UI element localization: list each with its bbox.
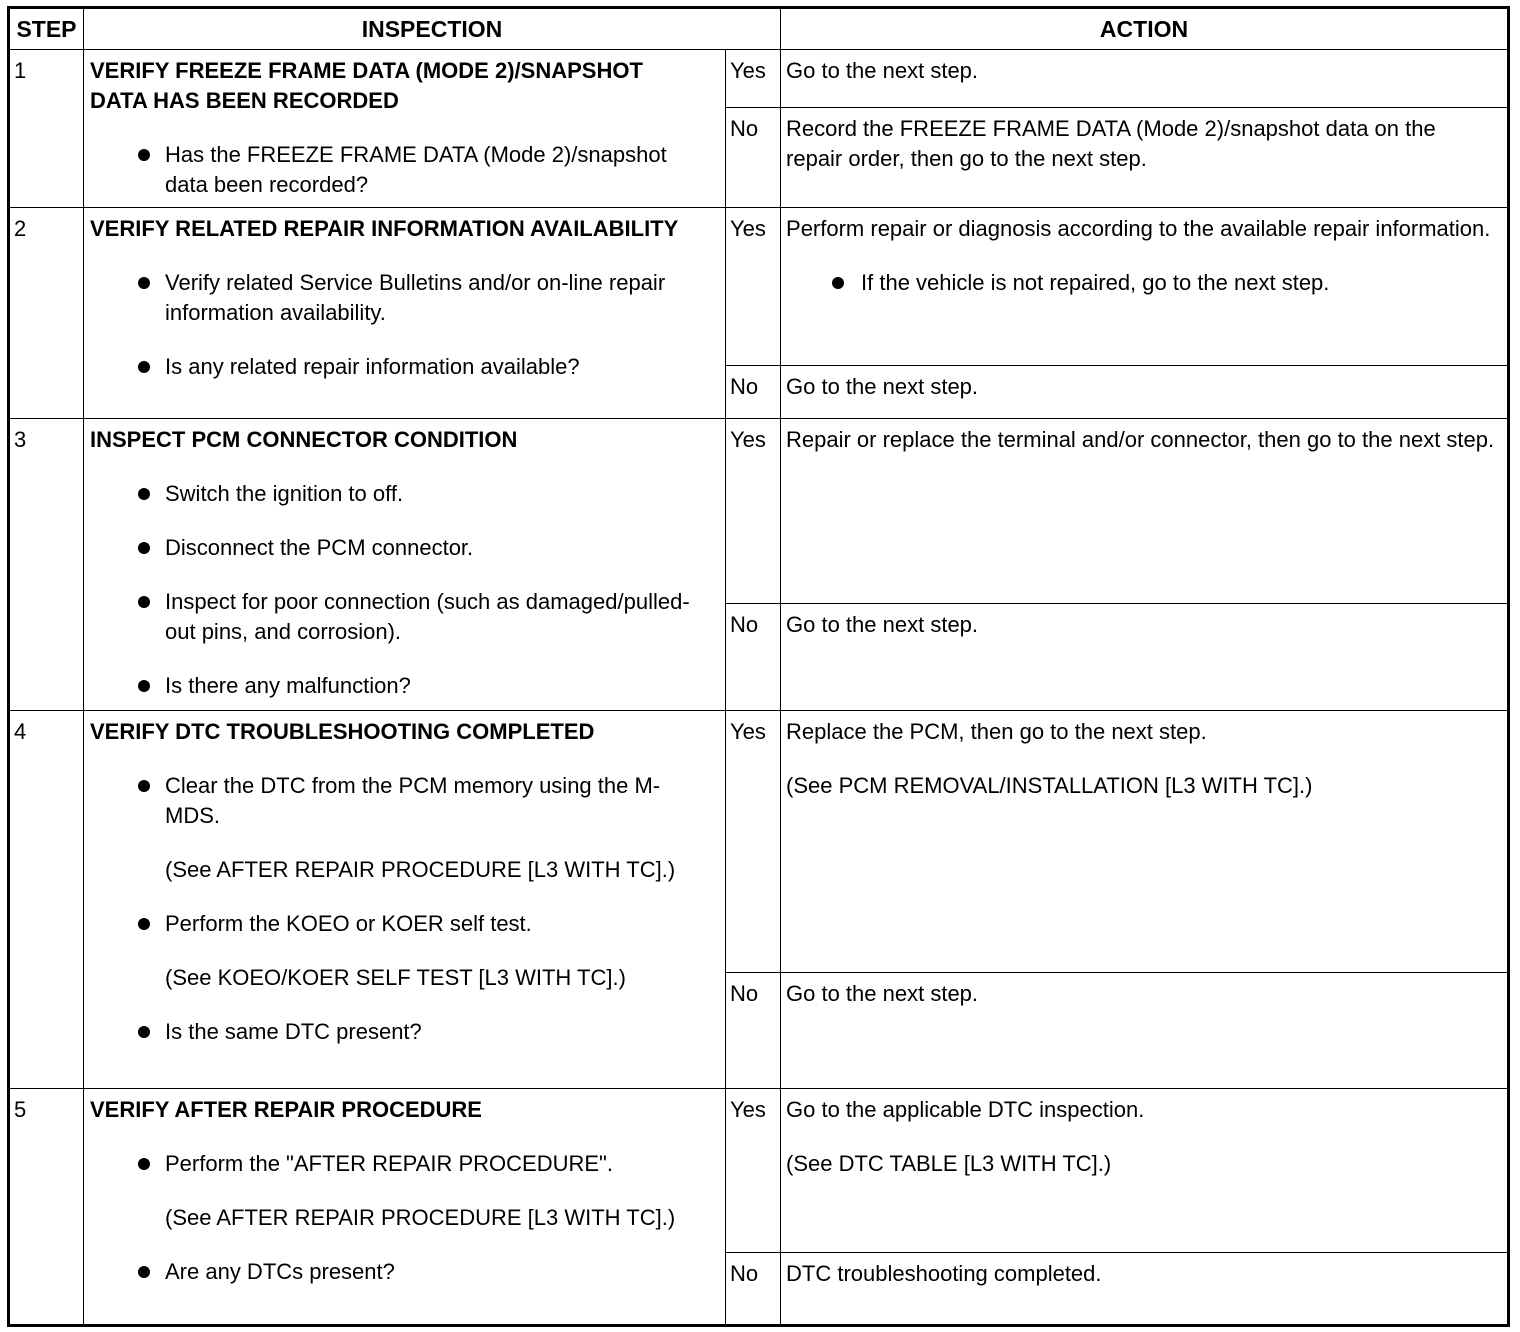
inspection-item: Switch the ignition to off. xyxy=(90,479,695,509)
inspection-reference: (See KOEO/KOER SELF TEST [L3 WITH TC].) xyxy=(165,965,626,990)
step-number: 3 xyxy=(9,419,84,711)
action-text: Replace the PCM, then go to the next step. xyxy=(786,719,1207,744)
inspection-item: Verify related Service Bulletins and/or on-line repair information availability. xyxy=(90,268,695,328)
step-5-inspection xyxy=(84,1089,726,1326)
step-2-inspection xyxy=(84,208,726,419)
no-label: No xyxy=(726,1253,781,1326)
step-4-yes-row xyxy=(9,711,1509,973)
action-text: DTC troubleshooting completed. xyxy=(786,1261,1102,1286)
yes-label: Yes xyxy=(726,711,781,973)
action-reference: (See PCM REMOVAL/INSTALLATION [L3 WITH TC].) xyxy=(786,773,1313,798)
step-3-yes-row xyxy=(9,419,1509,604)
inspection-item: Inspect for poor connection (such as damaged/pulled-out pins, and corrosion). xyxy=(90,587,695,647)
step-number: 4 xyxy=(9,711,84,1089)
table-header-row xyxy=(9,8,1509,50)
yes-label: Yes xyxy=(726,1089,781,1253)
action-text: Go to the applicable DTC inspection. xyxy=(786,1097,1145,1122)
step-4-inspection xyxy=(84,711,726,1089)
step-2-yes-row xyxy=(9,208,1509,366)
step-number: 1 xyxy=(9,50,84,208)
inspection-item: Disconnect the PCM connector. xyxy=(90,533,695,563)
step-3-inspection xyxy=(84,419,726,711)
step-1-inspection xyxy=(84,50,726,208)
step-5-yes-row xyxy=(9,1089,1509,1253)
step-title: VERIFY DTC TROUBLESHOOTING COMPLETED xyxy=(90,719,595,744)
step-1-yes-row xyxy=(9,50,1509,108)
inspection-item: Perform the "AFTER REPAIR PROCEDURE". xyxy=(90,1149,695,1179)
no-label: No xyxy=(726,604,781,711)
yes-action xyxy=(781,711,1509,973)
action-text: Go to the next step. xyxy=(786,58,979,83)
action-text: Go to the next step. xyxy=(786,612,979,637)
inspection-item: Is any related repair information available? xyxy=(90,352,695,382)
action-text: Repair or replace the terminal and/or connector, then go to the next step. xyxy=(786,427,1495,452)
header-inspection: INSPECTION xyxy=(84,8,781,50)
yes-action xyxy=(781,50,1509,108)
action-text: Go to the next step. xyxy=(786,981,979,1006)
inspection-item: Is there any malfunction? xyxy=(90,671,695,701)
no-label: No xyxy=(726,973,781,1089)
step-number: 5 xyxy=(9,1089,84,1326)
yes-label: Yes xyxy=(726,50,781,108)
inspection-item: Is the same DTC present? xyxy=(90,1017,695,1047)
action-text: Go to the next step. xyxy=(786,374,979,399)
no-action xyxy=(781,973,1509,1089)
yes-action xyxy=(781,1089,1509,1253)
action-reference: (See DTC TABLE [L3 WITH TC].) xyxy=(786,1151,1112,1176)
no-label: No xyxy=(726,108,781,208)
step-title: VERIFY AFTER REPAIR PROCEDURE xyxy=(90,1097,482,1122)
diagnostic-table xyxy=(7,6,1510,1327)
inspection-item: Perform the KOEO or KOER self test. xyxy=(90,909,695,939)
no-action xyxy=(781,1253,1509,1326)
step-title: INSPECT PCM CONNECTOR CONDITION xyxy=(90,427,518,452)
inspection-item: Has the FREEZE FRAME DATA (Mode 2)/snapshot data been recorded? xyxy=(90,140,695,200)
step-number: 2 xyxy=(9,208,84,419)
action-text: Perform repair or diagnosis according to the available repair information. xyxy=(786,216,1491,241)
inspection-item: Clear the DTC from the PCM memory using the M-MDS. xyxy=(90,771,695,831)
inspection-reference: (See AFTER REPAIR PROCEDURE [L3 WITH TC].) xyxy=(165,1205,676,1230)
no-label: No xyxy=(726,366,781,419)
no-action xyxy=(781,366,1509,419)
step-title: VERIFY FREEZE FRAME DATA (MODE 2)/SNAPSHOT DATA HAS BEEN RECORDED xyxy=(90,58,643,113)
no-action xyxy=(781,604,1509,711)
step-title: VERIFY RELATED REPAIR INFORMATION AVAILABILITY xyxy=(90,216,679,241)
no-action xyxy=(781,108,1509,208)
header-step: STEP xyxy=(9,8,84,50)
yes-label: Yes xyxy=(726,208,781,366)
yes-label: Yes xyxy=(726,419,781,604)
header-action: ACTION xyxy=(781,8,1509,50)
inspection-item: Are any DTCs present? xyxy=(90,1257,695,1287)
diagnostic-procedure-page xyxy=(7,6,1507,1327)
yes-action xyxy=(781,419,1509,604)
inspection-reference: (See AFTER REPAIR PROCEDURE [L3 WITH TC].) xyxy=(165,857,676,882)
action-text: Record the FREEZE FRAME DATA (Mode 2)/snapshot data on the repair order, then go to the next step. xyxy=(786,116,1436,171)
action-item: If the vehicle is not repaired, go to the next step. xyxy=(786,268,1497,298)
yes-action xyxy=(781,208,1509,366)
